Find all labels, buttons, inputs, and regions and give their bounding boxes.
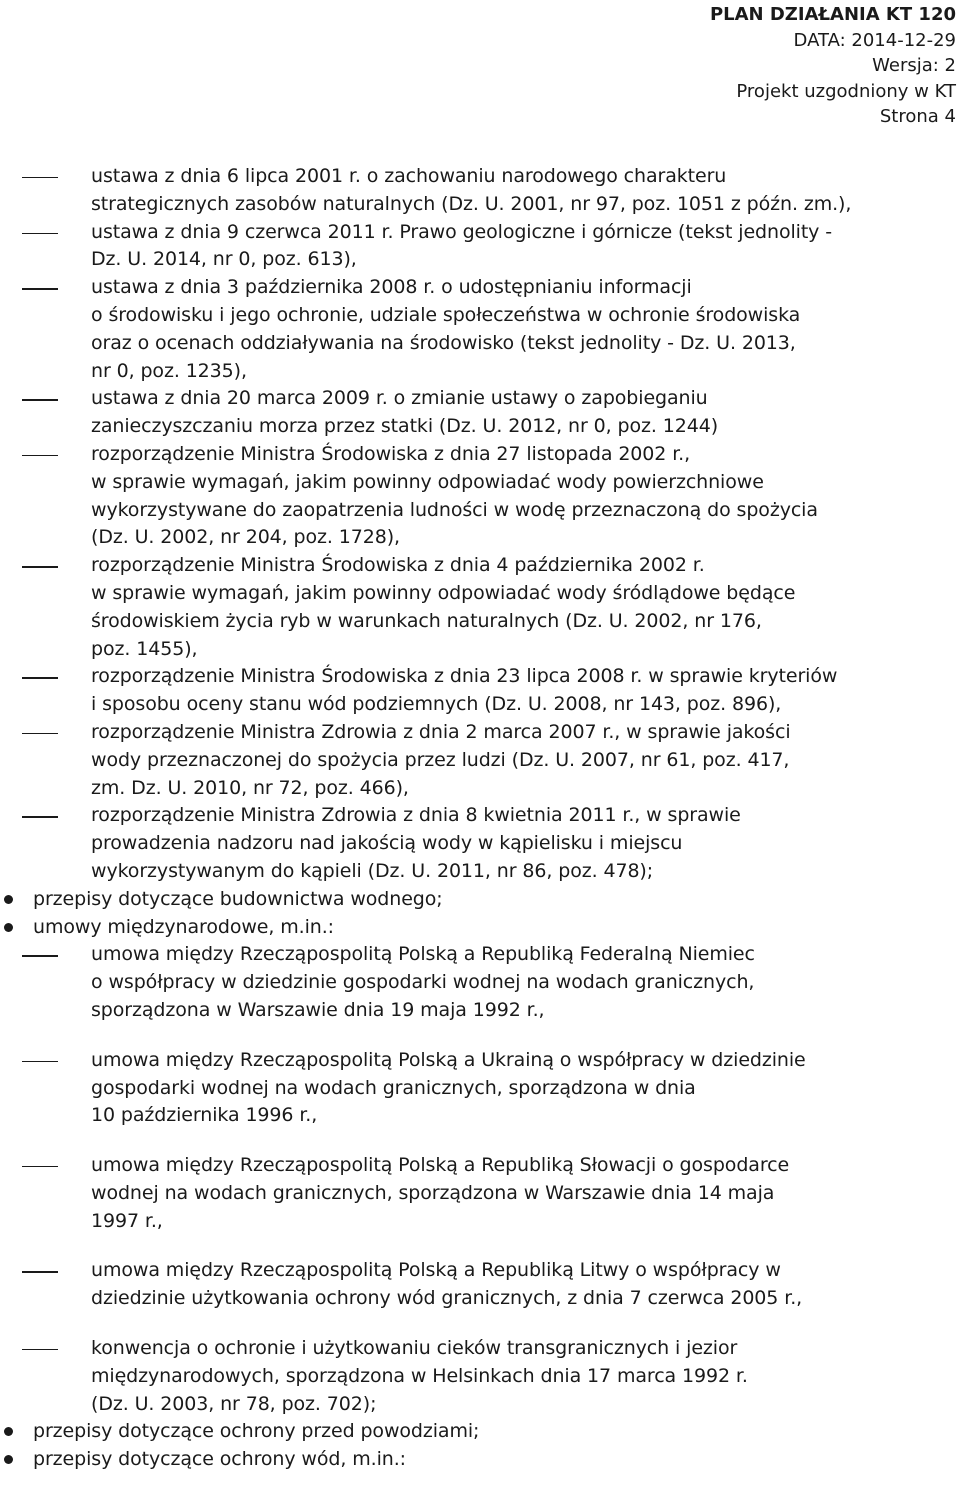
dash-list-item bbox=[0, 219, 960, 275]
page-number: Strona 4 bbox=[879, 106, 956, 127]
dash-list-item bbox=[0, 1047, 960, 1130]
document-title: PLAN DZIAŁANIA KT 120 bbox=[709, 4, 956, 25]
list-item-line: wykorzystywane do zaopatrzenia ludności w wodę przeznaczoną do spożycia bbox=[91, 498, 818, 521]
list-item-line: umowa między Rzecząpospolitą Polską a Republiką Federalną Niemiec bbox=[91, 943, 755, 966]
list-item-line: Dz. U. 2014, nr 0, poz. 613), bbox=[91, 248, 357, 271]
list-item-line: rozporządzenie Ministra Zdrowia z dnia 8 kwietnia 2011 r., w sprawie bbox=[91, 804, 741, 827]
dash-list-item bbox=[0, 719, 960, 802]
dash-list-item bbox=[0, 163, 960, 219]
list-item-line: nr 0, poz. 1235), bbox=[91, 359, 247, 382]
list-item-line: międzynarodowych, sporządzona w Helsinkach dnia 17 marca 1992 r. bbox=[91, 1364, 748, 1387]
list-item-line: o współpracy w dziedzinie gospodarki wodnej na wodach granicznych, bbox=[91, 971, 755, 994]
paragraph-spacer bbox=[0, 1313, 960, 1335]
list-item-line: wody przeznaczonej do spożycia przez ludzi (Dz. U. 2007, nr 61, poz. 417, bbox=[91, 748, 790, 771]
list-item-line: rozporządzenie Ministra Środowiska z dnia 4 października 2002 r. bbox=[91, 554, 705, 577]
list-item-line: zm. Dz. U. 2010, nr 72, poz. 466), bbox=[91, 776, 409, 799]
list-item-line: umowa między Rzecząpospolitą Polską a Republiką Słowacji o gospodarce bbox=[91, 1154, 790, 1177]
list-item-line: 10 października 1996 r., bbox=[91, 1104, 318, 1127]
list-item-line: o środowisku i jego ochronie, udziale społeczeństwa w ochronie środowiska bbox=[91, 303, 801, 326]
document-version: Wersja: 2 bbox=[872, 55, 956, 76]
dash-list-item bbox=[0, 441, 960, 552]
list-item-line: przepisy dotyczące budownictwa wodnego; bbox=[33, 887, 443, 910]
list-item-line: wykorzystywanym do kąpieli (Dz. U. 2011, nr 86, poz. 478); bbox=[91, 859, 654, 882]
list-item-line: konwencja o ochronie i użytkowaniu cieków transgranicznych i jezior bbox=[91, 1337, 738, 1360]
list-item-line: prowadzenia nadzoru nad jakością wody w kąpielisku i miejscu bbox=[91, 832, 683, 855]
dash-list-item bbox=[0, 802, 960, 885]
document-header bbox=[710, 2, 956, 130]
dash-list-item bbox=[0, 1257, 960, 1313]
bullet-list-item bbox=[0, 914, 960, 942]
list-item-line: umowy międzynarodowe, m.in.: bbox=[33, 915, 334, 938]
dash-list-item bbox=[0, 941, 960, 1024]
list-item-line: w sprawie wymagań, jakim powinny odpowiadać wody śródlądowe będące bbox=[91, 581, 796, 604]
list-item-line: poz. 1455), bbox=[91, 637, 198, 660]
list-item-line: oraz o ocenach oddziaływania na środowisko (tekst jednolity - Dz. U. 2013, bbox=[91, 331, 796, 354]
list-item-line: sporządzona w Warszawie dnia 19 maja 1992 r., bbox=[91, 998, 545, 1021]
list-item-line: ustawa z dnia 20 marca 2009 r. o zmianie ustawy o zapobieganiu bbox=[91, 387, 708, 410]
paragraph-spacer bbox=[0, 1130, 960, 1152]
bullet-list-item bbox=[0, 1446, 960, 1474]
list-item-line: wodnej na wodach granicznych, sporządzona w Warszawie dnia 14 maja bbox=[91, 1181, 775, 1204]
list-item-line: strategicznych zasobów naturalnych (Dz. U. 2001, nr 97, poz. 1051 z późn. zm.), bbox=[91, 192, 852, 215]
list-item-line: ustawa z dnia 3 października 2008 r. o udostępnianiu informacji bbox=[91, 276, 692, 299]
dash-list-item bbox=[0, 1335, 960, 1418]
list-item-line: ustawa z dnia 9 czerwca 2011 r. Prawo geologiczne i górnicze (tekst jednolity - bbox=[91, 220, 833, 243]
dash-list-item bbox=[0, 552, 960, 663]
list-item-line: zanieczyszczaniu morza przez statki (Dz. U. 2012, nr 0, poz. 1244) bbox=[91, 415, 719, 438]
list-item-line: gospodarki wodnej na wodach granicznych, sporządzona w dnia bbox=[91, 1076, 696, 1099]
list-item-line: (Dz. U. 2003, nr 78, poz. 702); bbox=[91, 1392, 377, 1415]
list-item-line: 1997 r., bbox=[91, 1209, 163, 1232]
document-date: DATA: 2014-12-29 bbox=[793, 29, 956, 51]
document-body bbox=[0, 163, 960, 1474]
document-status: Projekt uzgodniony w KT bbox=[736, 80, 956, 102]
dash-list-item bbox=[0, 663, 960, 719]
list-item-line: rozporządzenie Ministra Środowiska z dnia 23 lipca 2008 r. w sprawie kryteriów bbox=[91, 665, 838, 688]
list-item-line: środowiskiem życia ryb w warunkach naturalnych (Dz. U. 2002, nr 176, bbox=[91, 609, 762, 632]
list-item-line: umowa między Rzecząpospolitą Polską a Ukrainą o współpracy w dziedzinie bbox=[91, 1048, 806, 1071]
dash-list-item bbox=[0, 385, 960, 441]
list-item-line: przepisy dotyczące ochrony wód, m.in.: bbox=[33, 1448, 406, 1471]
list-item-line: rozporządzenie Ministra Środowiska z dnia 27 listopada 2002 r., bbox=[91, 442, 691, 465]
paragraph-spacer bbox=[0, 1235, 960, 1257]
list-item-line: rozporządzenie Ministra Zdrowia z dnia 2 marca 2007 r., w sprawie jakości bbox=[91, 720, 791, 743]
paragraph-spacer bbox=[0, 1025, 960, 1047]
list-item-line: umowa między Rzecząpospolitą Polską a Republiką Litwy o współpracy w bbox=[91, 1259, 781, 1282]
list-item-line: i sposobu oceny stanu wód podziemnych (Dz. U. 2008, nr 143, poz. 896), bbox=[91, 693, 782, 716]
list-item-line: przepisy dotyczące ochrony przed powodziami; bbox=[33, 1420, 480, 1443]
bullet-list-item bbox=[0, 1418, 960, 1446]
list-item-line: (Dz. U. 2002, nr 204, poz. 1728), bbox=[91, 526, 400, 549]
list-item-line: w sprawie wymagań, jakim powinny odpowiadać wody powierzchniowe bbox=[91, 470, 764, 493]
list-item-line: ustawa z dnia 6 lipca 2001 r. o zachowaniu narodowego charakteru bbox=[91, 165, 727, 187]
bullet-list-item bbox=[0, 886, 960, 914]
dash-list-item bbox=[0, 274, 960, 385]
list-item-line: dziedzinie użytkowania ochrony wód granicznych, z dnia 7 czerwca 2005 r., bbox=[91, 1287, 803, 1310]
dash-list-item bbox=[0, 1152, 960, 1235]
